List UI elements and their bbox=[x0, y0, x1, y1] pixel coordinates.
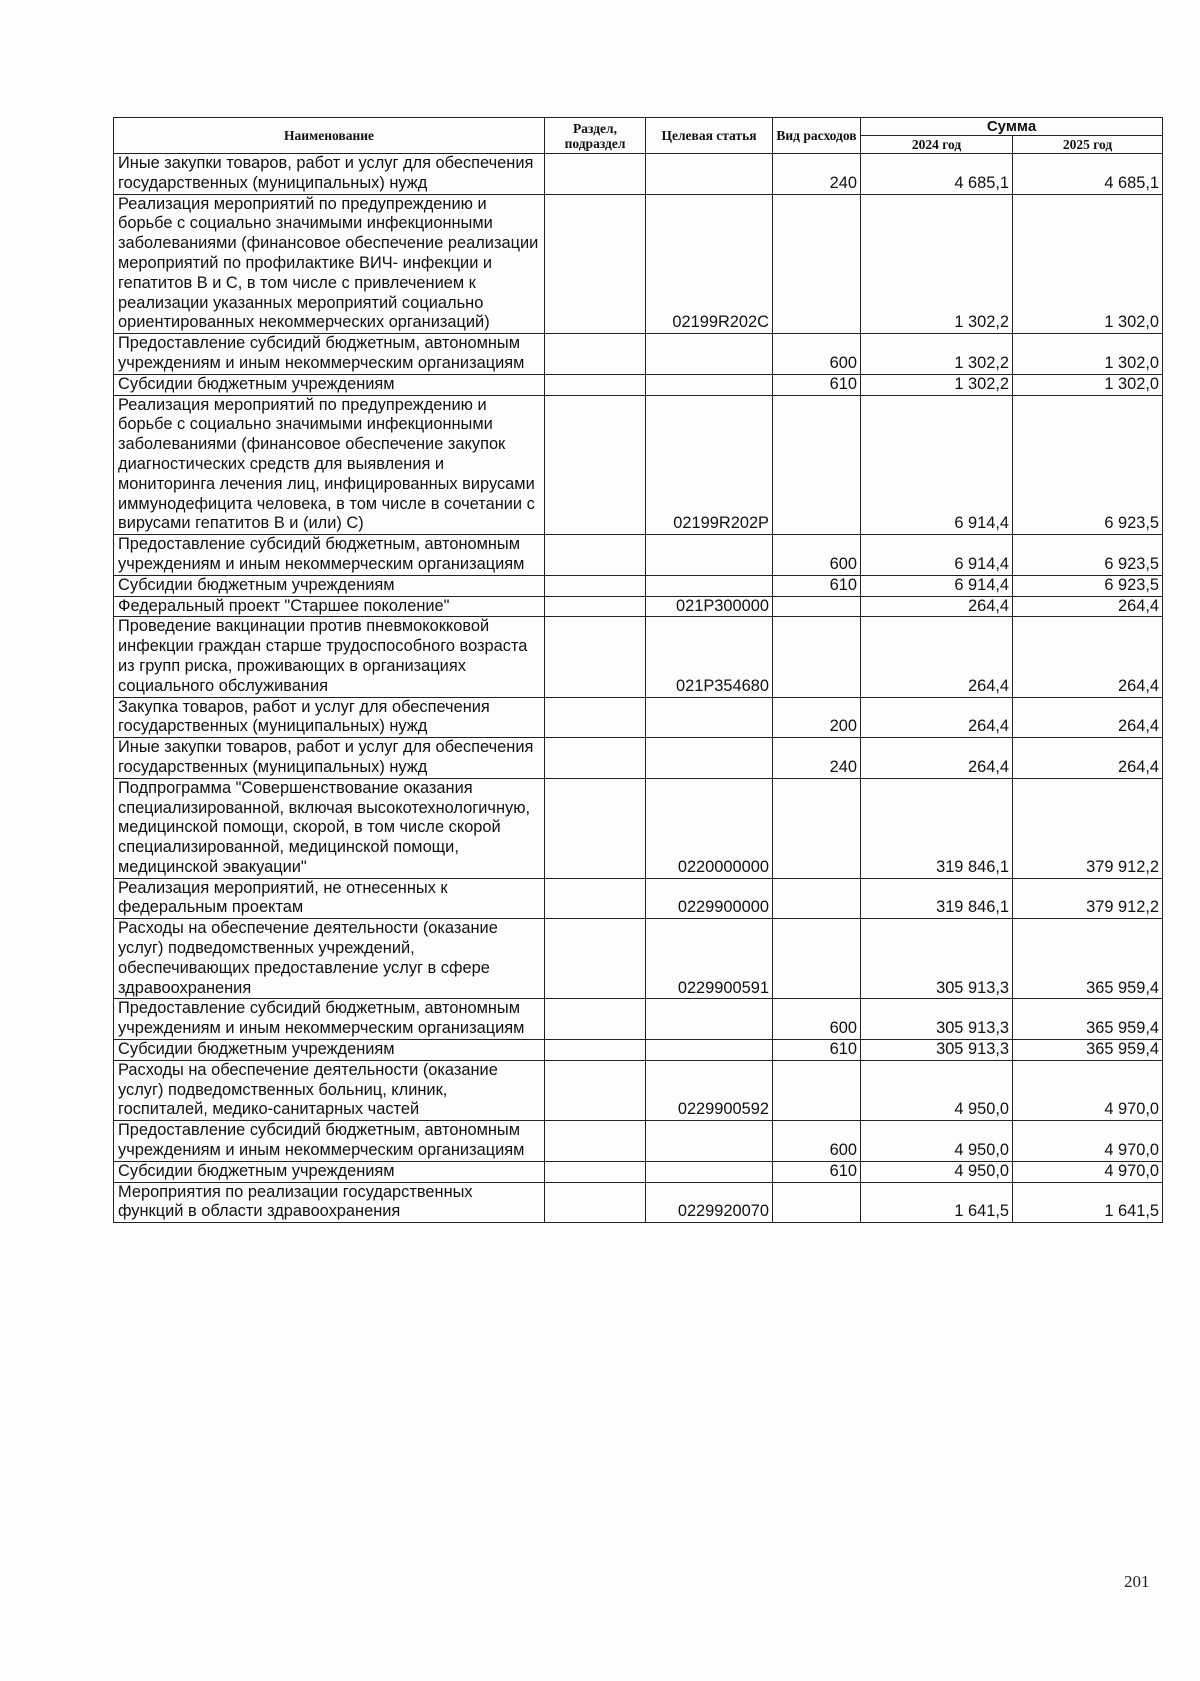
table-row bbox=[114, 738, 1163, 779]
row-sum-2024-cell: 305 913,3 bbox=[861, 1040, 1013, 1061]
row-sum-2025-cell: 4 970,0 bbox=[1013, 1060, 1163, 1120]
table-row bbox=[114, 575, 1163, 596]
row-sum-2025-cell: 4 970,0 bbox=[1013, 1161, 1163, 1182]
row-section-cell bbox=[545, 1060, 646, 1120]
header-expense-type: Вид расходов bbox=[773, 118, 861, 154]
row-name-cell: Субсидии бюджетным учреждениям bbox=[114, 575, 545, 596]
row-sum-2025-cell: 264,4 bbox=[1013, 617, 1163, 697]
row-section-cell bbox=[545, 999, 646, 1040]
row-sum-2024-cell: 6 914,4 bbox=[861, 395, 1013, 535]
row-name-cell: Подпрограмма "Совершенствование оказания специализированной, включая высокотехнологичную, медицинской помощи, скорой, в том числе скорой специализированной, медицинской помощи, медицинской эвакуации" bbox=[114, 778, 545, 878]
row-name-cell: Субсидии бюджетным учреждениям bbox=[114, 1161, 545, 1182]
table-row bbox=[114, 194, 1163, 334]
row-name-cell: Расходы на обеспечение деятельности (оказание услуг) подведомственных учреждений, обеспечивающих предоставление услуг в сфере здравоохранения bbox=[114, 919, 545, 999]
row-expense-type-cell bbox=[773, 878, 861, 919]
row-sum-2025-cell: 365 959,4 bbox=[1013, 1040, 1163, 1061]
row-name-cell: Иные закупки товаров, работ и услуг для обеспечения государственных (муниципальных) нужд bbox=[114, 738, 545, 779]
table-row bbox=[114, 374, 1163, 395]
row-name-cell: Субсидии бюджетным учреждениям bbox=[114, 374, 545, 395]
row-target-cell bbox=[646, 1161, 773, 1182]
row-sum-2025-cell: 365 959,4 bbox=[1013, 999, 1163, 1040]
table-row bbox=[114, 1040, 1163, 1061]
row-name-cell: Предоставление субсидий бюджетным, автономным учреждениям и иным некоммерческим организациям bbox=[114, 1121, 545, 1162]
row-expense-type-cell: 240 bbox=[773, 154, 861, 195]
table-row bbox=[114, 1060, 1163, 1120]
row-sum-2024-cell: 319 846,1 bbox=[861, 878, 1013, 919]
row-target-cell: 0229900591 bbox=[646, 919, 773, 999]
row-sum-2025-cell: 1 302,0 bbox=[1013, 334, 1163, 375]
row-sum-2025-cell: 264,4 bbox=[1013, 596, 1163, 617]
table-row bbox=[114, 919, 1163, 999]
row-sum-2024-cell: 305 913,3 bbox=[861, 999, 1013, 1040]
row-section-cell bbox=[545, 1182, 646, 1223]
row-sum-2025-cell: 264,4 bbox=[1013, 697, 1163, 738]
row-sum-2025-cell: 1 641,5 bbox=[1013, 1182, 1163, 1223]
header-sum: Сумма bbox=[861, 118, 1163, 136]
row-sum-2024-cell: 264,4 bbox=[861, 596, 1013, 617]
table-row bbox=[114, 878, 1163, 919]
row-expense-type-cell bbox=[773, 395, 861, 535]
row-target-cell bbox=[646, 999, 773, 1040]
row-section-cell bbox=[545, 194, 646, 334]
row-sum-2025-cell: 4 970,0 bbox=[1013, 1121, 1163, 1162]
row-target-cell bbox=[646, 334, 773, 375]
row-sum-2025-cell: 4 685,1 bbox=[1013, 154, 1163, 195]
table-row bbox=[114, 1182, 1163, 1223]
table-row bbox=[114, 596, 1163, 617]
table-row bbox=[114, 395, 1163, 535]
budget-table bbox=[113, 117, 1163, 1223]
row-sum-2024-cell: 4 950,0 bbox=[861, 1121, 1013, 1162]
row-sum-2024-cell: 264,4 bbox=[861, 738, 1013, 779]
row-target-cell: 0229920070 bbox=[646, 1182, 773, 1223]
header-name: Наименование bbox=[114, 118, 545, 154]
row-target-cell: 02199R202C bbox=[646, 194, 773, 334]
row-expense-type-cell: 600 bbox=[773, 535, 861, 576]
table-row bbox=[114, 1161, 1163, 1182]
row-name-cell: Предоставление субсидий бюджетным, автономным учреждениям и иным некоммерческим организациям bbox=[114, 535, 545, 576]
row-sum-2024-cell: 1 302,2 bbox=[861, 334, 1013, 375]
row-name-cell: Мероприятия по реализации государственных функций в области здравоохранения bbox=[114, 1182, 545, 1223]
row-expense-type-cell: 240 bbox=[773, 738, 861, 779]
row-target-cell: 02199R202P bbox=[646, 395, 773, 535]
row-target-cell bbox=[646, 575, 773, 596]
row-target-cell: 0229900000 bbox=[646, 878, 773, 919]
header-section: Раздел, подраздел bbox=[545, 118, 646, 154]
row-section-cell bbox=[545, 738, 646, 779]
row-name-cell: Предоставление субсидий бюджетным, автономным учреждениям и иным некоммерческим организациям bbox=[114, 334, 545, 375]
row-section-cell bbox=[545, 1040, 646, 1061]
row-sum-2025-cell: 379 912,2 bbox=[1013, 878, 1163, 919]
row-section-cell bbox=[545, 154, 646, 195]
row-section-cell bbox=[545, 334, 646, 375]
table-body bbox=[114, 154, 1163, 1223]
row-section-cell bbox=[545, 617, 646, 697]
row-expense-type-cell: 610 bbox=[773, 1040, 861, 1061]
row-sum-2024-cell: 305 913,3 bbox=[861, 919, 1013, 999]
row-target-cell: 0229900592 bbox=[646, 1060, 773, 1120]
row-section-cell bbox=[545, 535, 646, 576]
row-expense-type-cell: 610 bbox=[773, 575, 861, 596]
row-sum-2025-cell: 264,4 bbox=[1013, 738, 1163, 779]
row-name-cell: Реализация мероприятий, не отнесенных к федеральным проектам bbox=[114, 878, 545, 919]
row-expense-type-cell bbox=[773, 596, 861, 617]
row-target-cell bbox=[646, 154, 773, 195]
header-year-2025: 2025 год bbox=[1013, 136, 1163, 154]
row-target-cell bbox=[646, 738, 773, 779]
header-row bbox=[114, 118, 1163, 136]
row-expense-type-cell: 610 bbox=[773, 1161, 861, 1182]
row-section-cell bbox=[545, 374, 646, 395]
row-section-cell bbox=[545, 778, 646, 878]
row-section-cell bbox=[545, 878, 646, 919]
row-sum-2024-cell: 1 302,2 bbox=[861, 374, 1013, 395]
row-sum-2025-cell: 1 302,0 bbox=[1013, 374, 1163, 395]
row-name-cell: Закупка товаров, работ и услуг для обеспечения государственных (муниципальных) нужд bbox=[114, 697, 545, 738]
row-target-cell bbox=[646, 535, 773, 576]
row-expense-type-cell: 600 bbox=[773, 334, 861, 375]
row-sum-2024-cell: 4 950,0 bbox=[861, 1161, 1013, 1182]
row-sum-2024-cell: 6 914,4 bbox=[861, 575, 1013, 596]
row-sum-2024-cell: 1 641,5 bbox=[861, 1182, 1013, 1223]
table-row bbox=[114, 999, 1163, 1040]
row-sum-2024-cell: 319 846,1 bbox=[861, 778, 1013, 878]
page-number: 201 bbox=[1124, 1572, 1150, 1591]
row-name-cell: Иные закупки товаров, работ и услуг для обеспечения государственных (муниципальных) нужд bbox=[114, 154, 545, 195]
table-row bbox=[114, 334, 1163, 375]
header-target: Целевая статья bbox=[646, 118, 773, 154]
table-row bbox=[114, 697, 1163, 738]
table-row bbox=[114, 617, 1163, 697]
header-year-2024: 2024 год bbox=[861, 136, 1013, 154]
row-expense-type-cell bbox=[773, 919, 861, 999]
row-expense-type-cell: 610 bbox=[773, 374, 861, 395]
row-target-cell: 021P354680 bbox=[646, 617, 773, 697]
row-sum-2025-cell: 365 959,4 bbox=[1013, 919, 1163, 999]
row-section-cell bbox=[545, 1161, 646, 1182]
row-name-cell: Субсидии бюджетным учреждениям bbox=[114, 1040, 545, 1061]
row-expense-type-cell bbox=[773, 778, 861, 878]
row-section-cell bbox=[545, 1121, 646, 1162]
row-name-cell: Реализация мероприятий по предупреждению и борьбе с социально значимыми инфекционными заболеваниями (финансовое обеспечение реализации мероприятий по профилактике ВИЧ- инфекции и гепатитов В и С, в том числе с привлечением к реализации указанных мероприятий социально ориентированных некоммерческих организаций) bbox=[114, 194, 545, 334]
row-sum-2024-cell: 6 914,4 bbox=[861, 535, 1013, 576]
row-name-cell: Реализация мероприятий по предупреждению и борьбе с социально значимыми инфекционными заболеваниями (финансовое обеспечение закупок диагностических средств для выявления и мониторинга лечения лиц, инфицированных вирусами иммунодефицита человека, в том числе в сочетании с вирусами гепатитов В и (или) С) bbox=[114, 395, 545, 535]
row-sum-2025-cell: 6 923,5 bbox=[1013, 395, 1163, 535]
row-sum-2024-cell: 4 950,0 bbox=[861, 1060, 1013, 1120]
row-expense-type-cell bbox=[773, 617, 861, 697]
row-expense-type-cell bbox=[773, 1060, 861, 1120]
row-expense-type-cell: 600 bbox=[773, 1121, 861, 1162]
table-row bbox=[114, 535, 1163, 576]
table-row bbox=[114, 778, 1163, 878]
row-target-cell bbox=[646, 697, 773, 738]
row-target-cell: 021P300000 bbox=[646, 596, 773, 617]
row-target-cell: 0220000000 bbox=[646, 778, 773, 878]
row-name-cell: Федеральный проект "Старшее поколение" bbox=[114, 596, 545, 617]
row-sum-2024-cell: 4 685,1 bbox=[861, 154, 1013, 195]
row-sum-2025-cell: 1 302,0 bbox=[1013, 194, 1163, 334]
row-sum-2025-cell: 6 923,5 bbox=[1013, 535, 1163, 576]
row-sum-2025-cell: 379 912,2 bbox=[1013, 778, 1163, 878]
row-sum-2024-cell: 1 302,2 bbox=[861, 194, 1013, 334]
row-expense-type-cell bbox=[773, 1182, 861, 1223]
row-expense-type-cell bbox=[773, 194, 861, 334]
row-section-cell bbox=[545, 575, 646, 596]
row-section-cell bbox=[545, 919, 646, 999]
row-target-cell bbox=[646, 1040, 773, 1061]
row-sum-2024-cell: 264,4 bbox=[861, 617, 1013, 697]
row-expense-type-cell: 600 bbox=[773, 999, 861, 1040]
row-name-cell: Предоставление субсидий бюджетным, автономным учреждениям и иным некоммерческим организациям bbox=[114, 999, 545, 1040]
table-row bbox=[114, 154, 1163, 195]
row-name-cell: Расходы на обеспечение деятельности (оказание услуг) подведомственных больниц, клиник, госпиталей, медико-санитарных частей bbox=[114, 1060, 545, 1120]
row-target-cell bbox=[646, 374, 773, 395]
row-name-cell: Проведение вакцинации против пневмококковой инфекции граждан старше трудоспособного возраста из групп риска, проживающих в организациях социального обслуживания bbox=[114, 617, 545, 697]
row-section-cell bbox=[545, 697, 646, 738]
table-row bbox=[114, 1121, 1163, 1162]
row-section-cell bbox=[545, 395, 646, 535]
row-target-cell bbox=[646, 1121, 773, 1162]
row-sum-2024-cell: 264,4 bbox=[861, 697, 1013, 738]
row-expense-type-cell: 200 bbox=[773, 697, 861, 738]
row-sum-2025-cell: 6 923,5 bbox=[1013, 575, 1163, 596]
row-section-cell bbox=[545, 596, 646, 617]
